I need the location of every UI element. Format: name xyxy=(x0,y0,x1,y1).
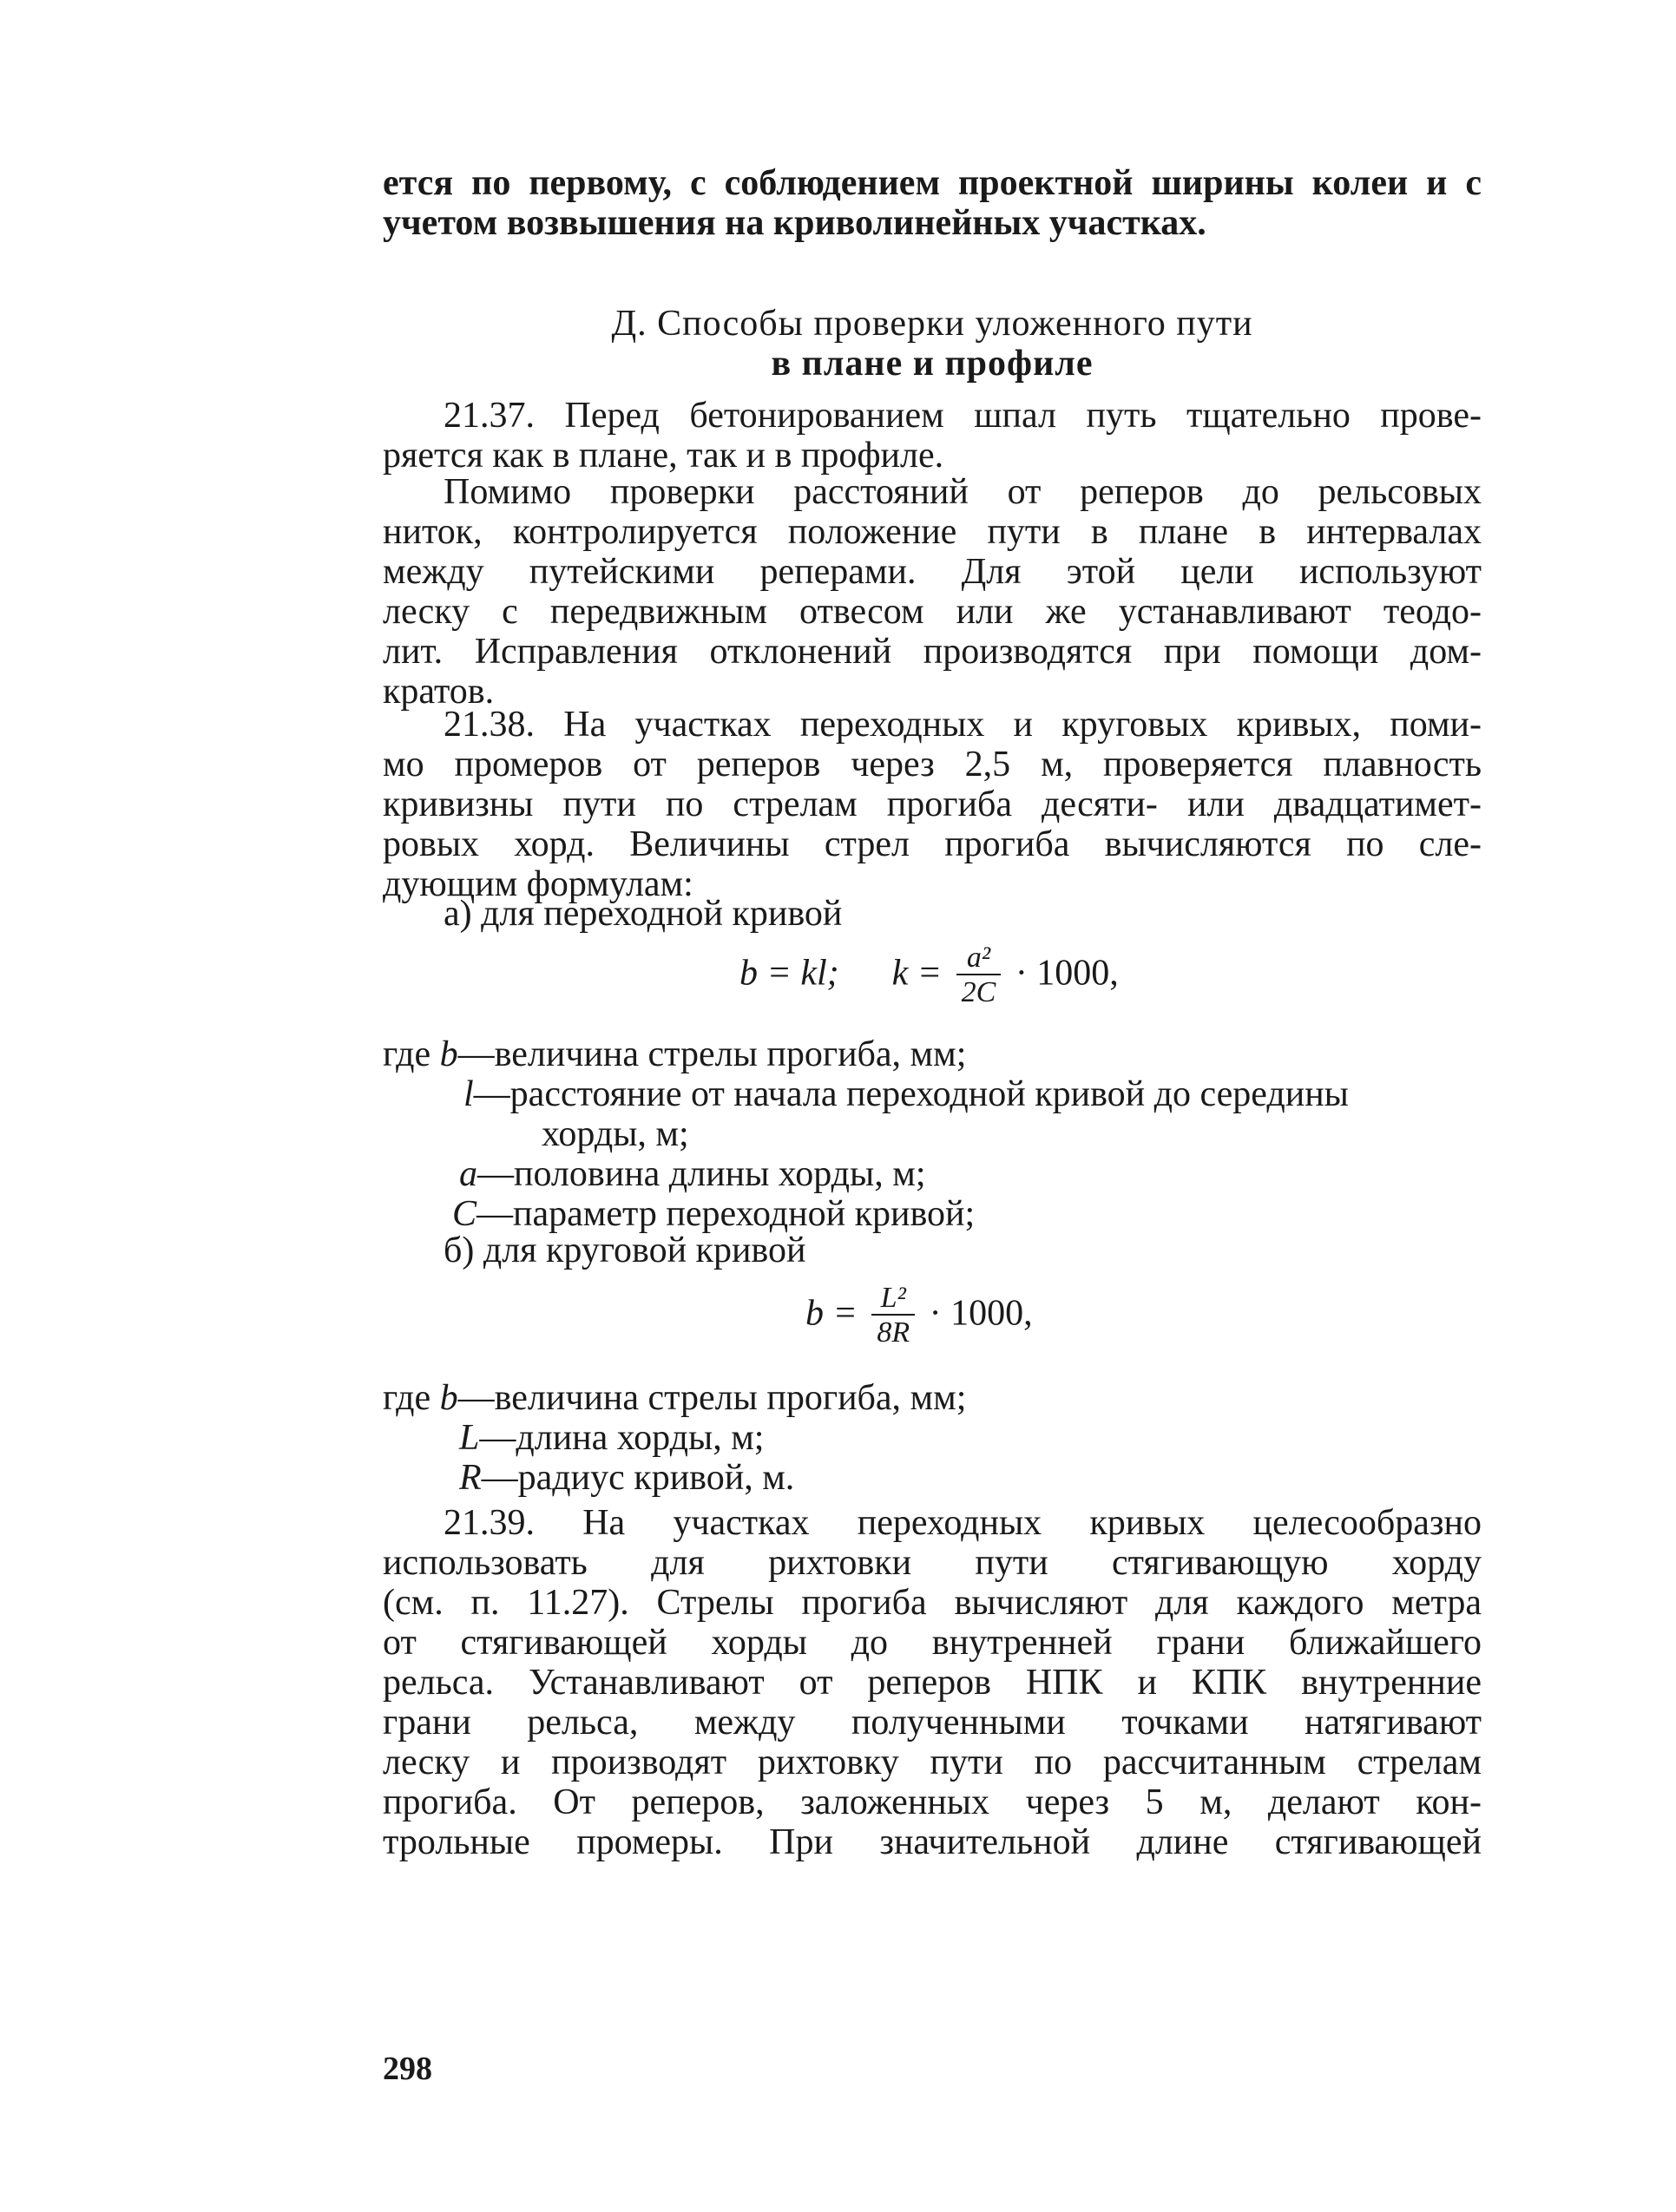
text-line: прогиба. От реперов, заложенных через 5 м, делают кон- xyxy=(383,1782,1482,1822)
definition-text: хорды, м; xyxy=(542,1114,689,1154)
definition-symbol: C xyxy=(452,1194,477,1234)
where-word: где xyxy=(383,1378,431,1418)
definition-text: —радиус кривой, м. xyxy=(481,1458,795,1498)
definition-row xyxy=(383,1194,1349,1234)
paragraph-21-38 xyxy=(383,705,1482,904)
text-line: ниток, контролируется положение пути в плане в интервалах xyxy=(383,512,1482,552)
section-heading xyxy=(383,304,1482,384)
text-line: между путейскими реперами. Для этой цели используют xyxy=(383,552,1482,592)
definition-symbol: l xyxy=(463,1074,474,1114)
formula-circular-curve xyxy=(805,1283,1033,1350)
text-line: Помимо проверки расстояний от реперов до рельсовых xyxy=(444,472,1482,512)
definition-text: —длина хорды, м; xyxy=(479,1418,765,1458)
formula-lhs: b = xyxy=(805,1293,858,1334)
paragraph-21-37 xyxy=(383,396,1482,476)
definition-row xyxy=(383,1378,966,1418)
text-line: от стягивающей хорды до внутренней грани ближайшего xyxy=(383,1623,1482,1663)
fraction-numerator: a² xyxy=(956,942,1002,975)
item-a: а) для переходной кривой xyxy=(444,894,843,934)
fraction-denominator: 8R xyxy=(877,1316,910,1349)
formula-lhs: b = kl; xyxy=(739,953,839,994)
text-line: 21.37. Перед бетонированием шпал путь тщательно прове- xyxy=(444,396,1482,436)
section-heading-line-1: Д. Способы проверки уложенного пути xyxy=(611,304,1253,344)
definitions-2 xyxy=(383,1378,966,1498)
definition-row xyxy=(383,1034,1349,1074)
text-line: мо промеров от реперов через 2,5 м, проверяется плавность xyxy=(383,745,1482,784)
definition-text: —величина стрелы прогиба, мм; xyxy=(457,1378,967,1418)
formula-k-eq: k = xyxy=(891,953,943,994)
text-line: ется по первому, с соблюдением проектной ширины колеи и с xyxy=(383,163,1482,203)
formula-fraction xyxy=(871,1283,915,1350)
definition-text: —расстояние от начала переходной кривой до середины xyxy=(473,1074,1349,1114)
paragraph-21-39 xyxy=(383,1503,1482,1862)
text-line: дующим формулам: xyxy=(383,864,693,904)
definitions-1 xyxy=(383,1034,1349,1234)
formula-tail: · 1000, xyxy=(1015,953,1119,994)
formula-fraction xyxy=(956,942,1002,1010)
text-line: 21.38. На участках переходных и круговых кривых, поми- xyxy=(444,705,1482,745)
definition-symbol: L xyxy=(459,1418,480,1458)
definition-row xyxy=(383,1074,1349,1114)
intro-paragraph xyxy=(383,163,1482,243)
page-number: 298 xyxy=(383,2051,432,2087)
text-line: ровых хорд. Величины стрел прогиба вычисляются по сле- xyxy=(383,824,1482,864)
text-line: кривизны пути по стрелам прогиба десяти- или двадцатимет- xyxy=(383,784,1482,824)
fraction-numerator: L² xyxy=(871,1283,915,1316)
definition-row xyxy=(383,1458,966,1498)
text-line: грани рельса, между полученными точками натягивают xyxy=(383,1703,1482,1743)
definition-text: —параметр переходной кривой; xyxy=(477,1194,976,1234)
definition-symbol: R xyxy=(459,1458,482,1498)
text-line: рельса. Устанавливают от реперов НПК и КПК внутренние xyxy=(383,1663,1482,1703)
text-line: трольные промеры. При значительной длине стягивающей xyxy=(383,1822,1482,1862)
definition-symbol: b xyxy=(439,1034,458,1074)
definition-symbol: b xyxy=(439,1378,458,1418)
text-line: 21.39. На участках переходных кривых целесообразно xyxy=(444,1503,1482,1543)
definition-row xyxy=(383,1114,1349,1154)
text-line: учетом возвышения на криволинейных участках. xyxy=(383,203,1206,243)
definition-row xyxy=(383,1154,1349,1194)
formula-tail: · 1000, xyxy=(929,1293,1033,1334)
definition-text: —величина стрелы прогиба, мм; xyxy=(457,1034,967,1074)
formula-transition-curve xyxy=(739,942,1119,1010)
fraction-denominator: 2C xyxy=(961,976,996,1008)
text-line: использовать для рихтовки пути стягивающую хорду xyxy=(383,1543,1482,1583)
definition-symbol: a xyxy=(459,1154,477,1194)
paragraph-pomimo xyxy=(383,472,1482,712)
definition-row xyxy=(383,1418,966,1458)
text-line: (см. п. 11.27). Стрелы прогиба вычисляют для каждого метра xyxy=(383,1583,1482,1623)
text-line: лит. Исправления отклонений производятся при помощи дом- xyxy=(383,632,1482,672)
where-word: где xyxy=(383,1034,431,1074)
item-b: б) для круговой кривой xyxy=(444,1231,806,1270)
text-line: леску и производят рихтовку пути по рассчитанным стрелам xyxy=(383,1743,1482,1782)
definition-text: —половина длины хорды, м; xyxy=(477,1154,926,1194)
text-line: кратов. xyxy=(383,672,495,712)
section-heading-line-2: в плане и профиле xyxy=(771,344,1094,384)
text-line: ряется как в плане, так и в профиле. xyxy=(383,436,944,476)
text-line: леску с передвижным отвесом или же устанавливают теодо- xyxy=(383,592,1482,632)
